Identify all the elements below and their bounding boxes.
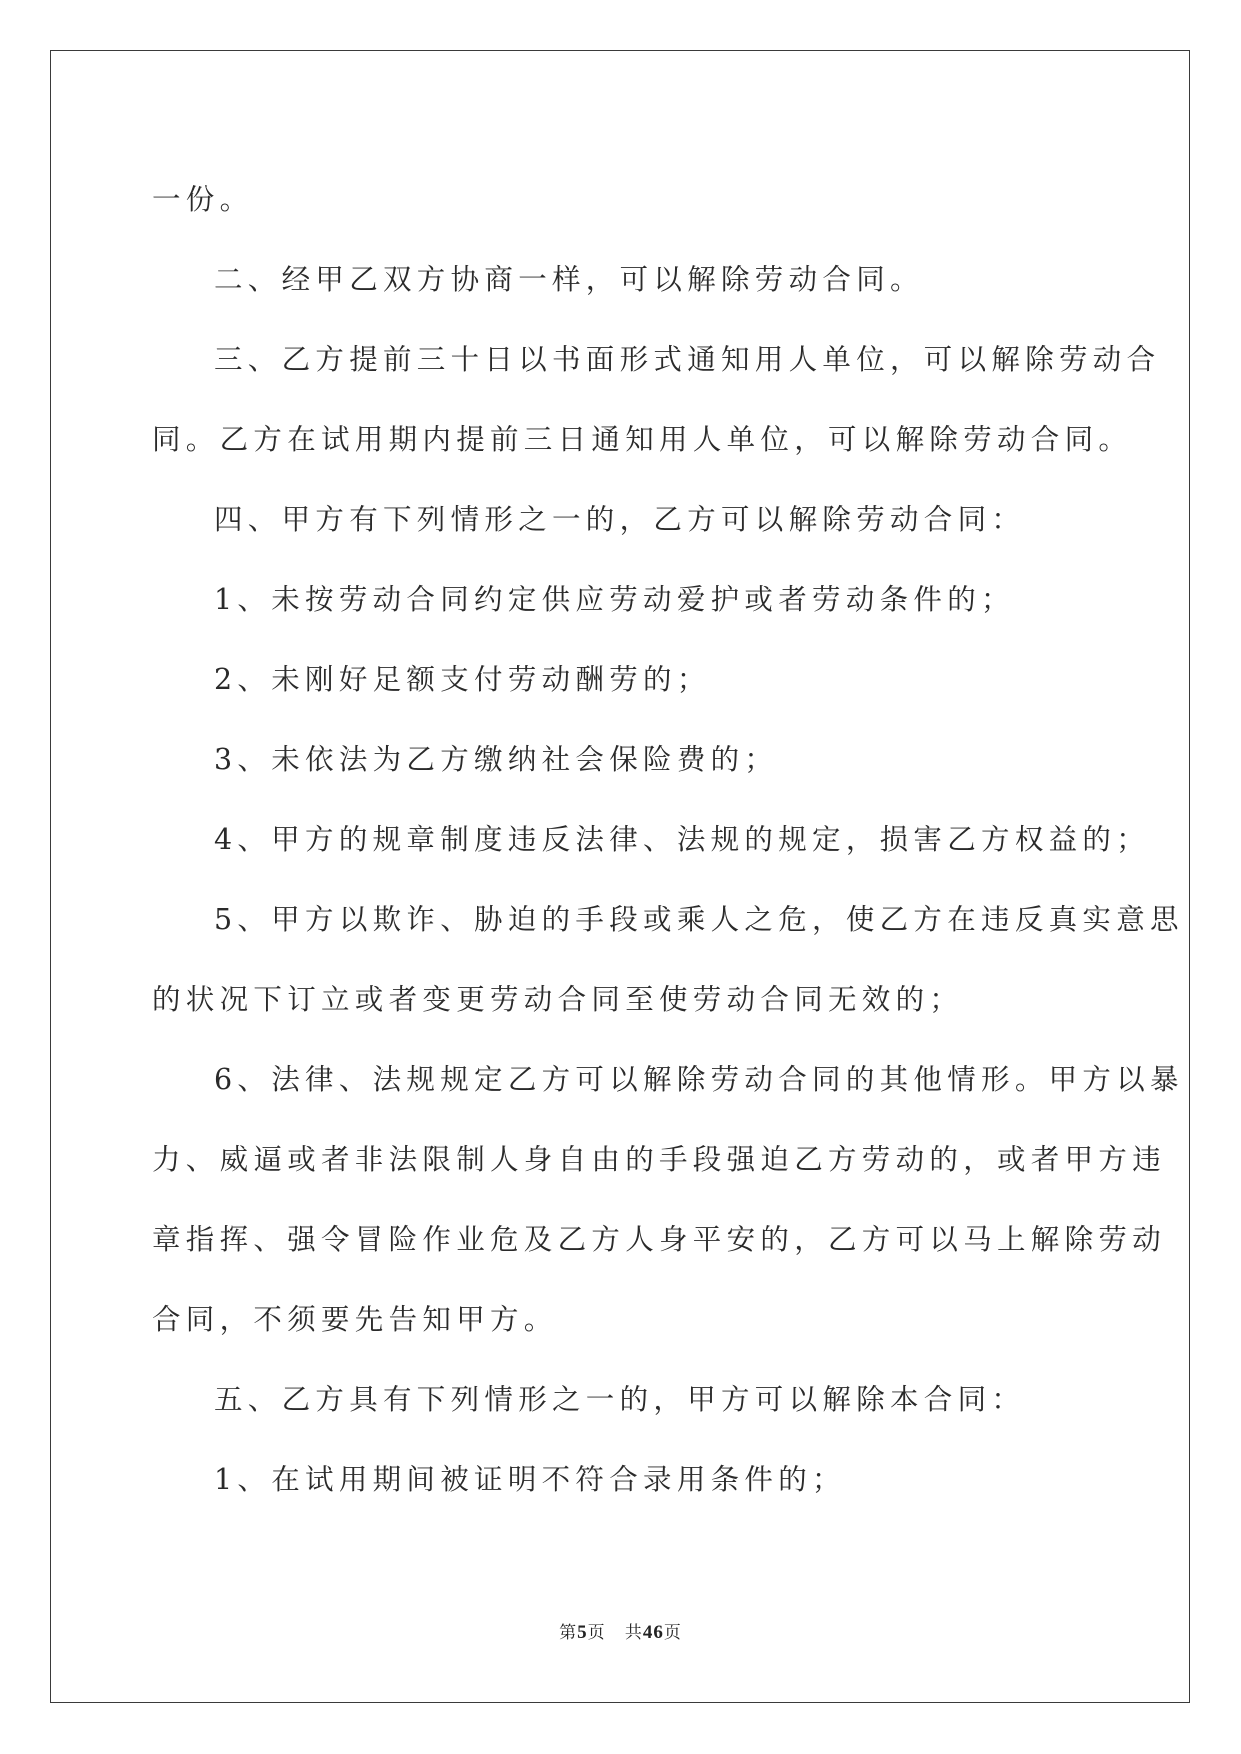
page-number: 5 xyxy=(577,1622,588,1643)
paragraph-line-3: 三、乙方提前三十日以书面形式通知用人单位，可以解除劳动合 xyxy=(214,343,1161,376)
paragraph-line-15: 合同，不须要先告知甲方。 xyxy=(152,1303,558,1336)
total-prefix: 共 xyxy=(624,1623,643,1643)
paragraph-line-6: 1、未按劳动合同约定供应劳动爱护或者劳动条件的； xyxy=(214,583,1015,616)
paragraph-line-14: 章指挥、强令冒险作业危及乙方人身平安的，乙方可以马上解除劳动 xyxy=(152,1223,1167,1256)
paragraph-line-16: 五、乙方具有下列情形之一的，甲方可以解除本合同： xyxy=(214,1383,1026,1416)
paragraph-line-11: 的状况下订立或者变更劳动合同至使劳动合同无效的； xyxy=(152,983,964,1016)
document-body xyxy=(152,160,1184,1520)
page-prefix: 第 xyxy=(559,1623,578,1643)
paragraph-line-1: 一份。 xyxy=(152,183,254,216)
paragraph-line-17: 1、在试用期间被证明不符合录用条件的； xyxy=(214,1463,846,1496)
paragraph-line-5: 四、甲方有下列情形之一的，乙方可以解除劳动合同： xyxy=(214,503,1026,536)
total-pages: 46 xyxy=(642,1622,664,1643)
page-footer xyxy=(0,1618,1241,1644)
total-suffix: 页 xyxy=(663,1623,682,1643)
paragraph-line-8: 3、未依法为乙方缴纳社会保险费的； xyxy=(214,743,779,776)
paragraph-line-13: 力、威逼或者非法限制人身自由的手段强迫乙方劳动的，或者甲方违 xyxy=(152,1143,1167,1176)
page-suffix: 页 xyxy=(587,1623,606,1643)
paragraph-line-2: 二、经甲乙双方协商一样，可以解除劳动合同。 xyxy=(214,263,924,296)
paragraph-line-12: 6、法律、法规规定乙方可以解除劳动合同的其他情形。甲方以暴 xyxy=(214,1063,1184,1096)
paragraph-line-10: 5、甲方以欺诈、胁迫的手段或乘人之危，使乙方在违反真实意思 xyxy=(214,903,1184,936)
paragraph-line-7: 2、未刚好足额支付劳动酬劳的； xyxy=(214,663,711,696)
paragraph-line-4: 同。乙方在试用期内提前三日通知用人单位，可以解除劳动合同。 xyxy=(152,423,1133,456)
paragraph-line-9: 4、甲方的规章制度违反法律、法规的规定，损害乙方权益的； xyxy=(214,823,1151,856)
